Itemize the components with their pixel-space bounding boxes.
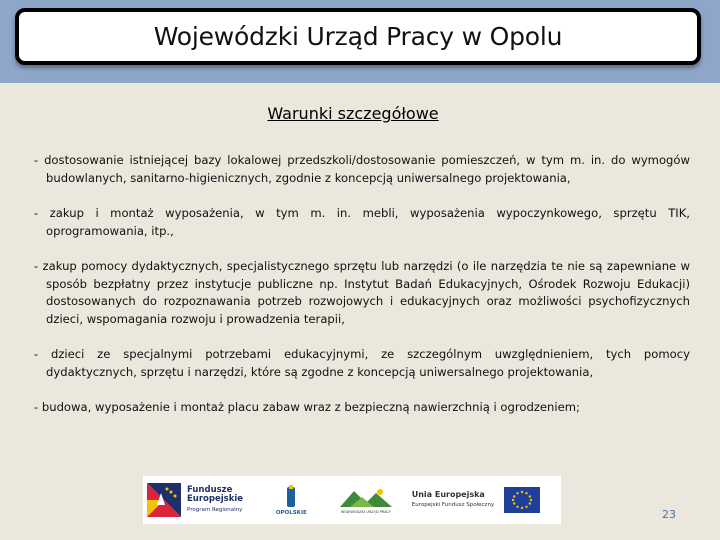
wup-logo [326, 476, 406, 524]
fundusze-europejskie-logo [143, 476, 256, 524]
europejskie-label: Europejskie [187, 493, 244, 504]
list-item: - budowa, wyposażenie i montaż placu zabaw wraz z bezpieczną nawierzchnią i ogrodzeniem; [34, 400, 580, 414]
opolskie-label: OPOLSKIE [275, 509, 307, 516]
opolskie-crest-icon [283, 485, 299, 509]
section-subtitle: Warunki szczegółowe [267, 104, 439, 123]
page-title: Wojewódzki Urząd Pracy w Opolu [153, 22, 563, 51]
page-number: 23 [662, 508, 676, 521]
mountains-icon [340, 487, 392, 509]
list-item: - zakup pomocy dydaktycznych, specjalistycznego sprzętu lub narzędzi (o ile narzędzia te nie są zapewniane w sposób bezpłatny przez instytucje publiczne np. Instytut Badań Edukacyjnych, Ośrodek Rozwoju Edukacji) dostosowanych do rozpoznawania potrzeb rozwojowych i edukacyjnych oraz możliwości psychofizycznych dzieci, wspomagania rozwoju i prowadzenia terapii, [34, 259, 690, 326]
eu-flag-icon [504, 487, 540, 513]
unia-label: Unia Europejska [411, 490, 485, 499]
title-box [15, 8, 701, 65]
conditions-list [34, 152, 690, 435]
efs-label: Europejski Fundusz Społeczny [411, 502, 495, 508]
list-item: - dostosowanie istniejącej bazy lokalowej przedszkoli/dostosowanie pomieszczeń, w tym m. in. do wymogów budowlanych, sanitarno-higienicznych, zgodnie z koncepcją uniwersalnego projektowania, [34, 153, 690, 185]
program-label: Program Regionalny [187, 506, 243, 513]
unia-europejska-logo [406, 476, 561, 524]
opolskie-logo [256, 476, 326, 524]
fundusze-label: Fundusze [187, 484, 233, 495]
list-item: - dzieci ze specjalnymi potrzebami edukacyjnymi, ze szczególnym uwzględnieniem, tych pomocy dydaktycznych, sprzętu i narzędzi, które są zgodne z koncepcją uniwersalnego projektowania, [34, 347, 690, 379]
fundusze-europejskie-icon [147, 483, 181, 517]
list-item: - zakup i montaż wyposażenia, w tym m. in. mebli, wyposażenia wypoczynkowego, sprzętu TIK, oprogramowania, itp., [34, 206, 690, 238]
funding-logo-strip [143, 476, 561, 524]
wup-label: WOJEWÓDZKI URZĄD PRACY [340, 509, 391, 514]
